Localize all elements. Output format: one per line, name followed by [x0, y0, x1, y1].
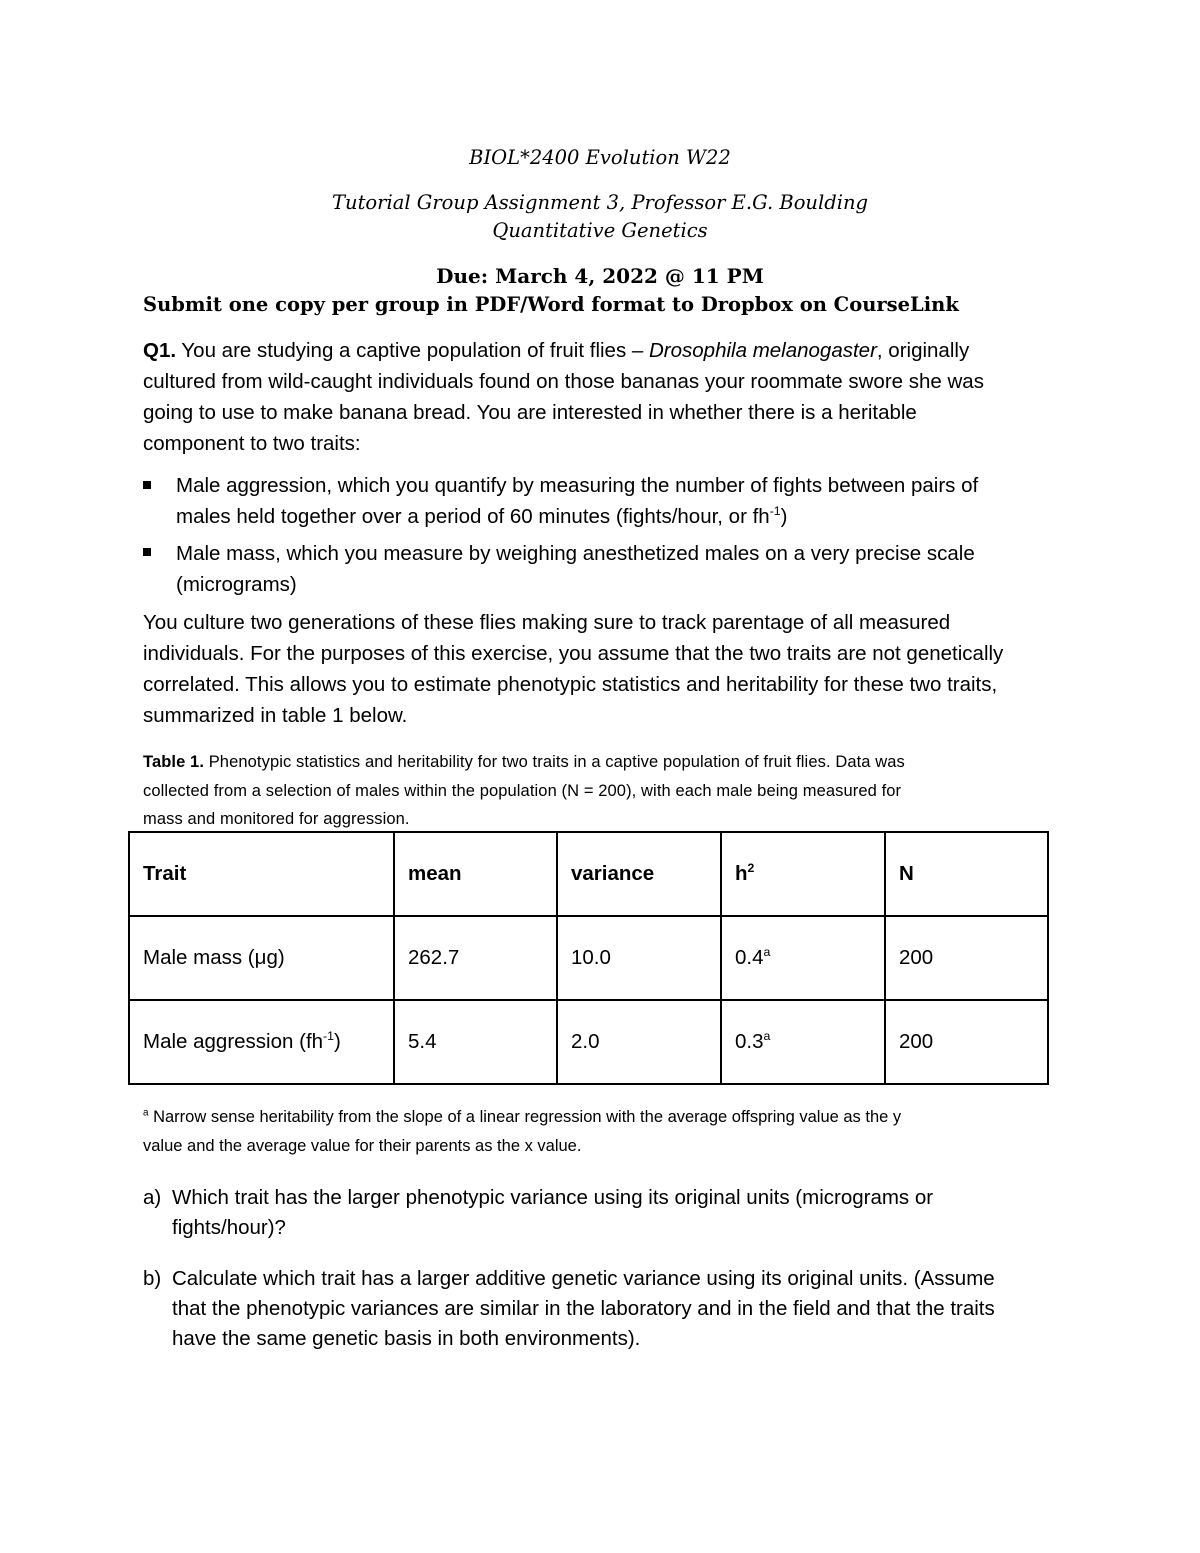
caption-label: Table 1. [143, 753, 205, 771]
caption-line1-text: Phenotypic statistics and heritability for two traits in a captive population of fruit flies. Data was [204, 753, 905, 771]
header-h-text: h [735, 862, 748, 885]
bullet-2-line2: (micrograms) [176, 573, 297, 596]
bullet-2-line1: Male mass, which you measure by weighing anesthetized males on a very precise scale [176, 542, 975, 565]
submission-instructions: Submit one copy per group in PDF/Word format to Dropbox on CourseLink [143, 293, 959, 316]
caption-line1 [143, 748, 905, 777]
cell-trait [129, 916, 394, 1000]
cell-trait-end: ) [333, 1030, 341, 1053]
phenotypic-statistics-table [128, 831, 1049, 1085]
question-b-line3: have the same genetic basis in both environments). [172, 1327, 641, 1350]
footnote-mark: a [143, 1107, 149, 1119]
paragraph-line1: You culture two generations of these flies making sure to track parentage of all measured [143, 611, 951, 634]
question-1-intro [143, 335, 984, 459]
table-header-row [129, 832, 1048, 916]
bullet-1-line1: Male aggression, which you quantify by measuring the number of fights between pairs of [176, 474, 979, 497]
cell-n: 200 [885, 1000, 1048, 1084]
paragraph-line3: correlated. This allows you to estimate phenotypic statistics and heritability for these two traits, [143, 673, 998, 696]
cell-h2-superscript: a [763, 945, 771, 960]
q1-line1 [143, 335, 984, 366]
question-b-text [172, 1264, 995, 1354]
question-a-label: a) [143, 1186, 162, 1209]
header-n: N [885, 832, 1048, 916]
q1-line2: cultured from wild-caught individuals found on those bananas your roommate swore she was [143, 370, 984, 393]
caption-line2: collected from a selection of males within the population (N = 200), with each male being measured for [143, 781, 902, 800]
header-h-superscript: 2 [747, 861, 755, 876]
bullet-icon [143, 548, 151, 556]
cell-trait-text: Male mass (μg) [143, 946, 285, 969]
q1-label: Q1. [143, 339, 177, 362]
cell-variance: 10.0 [557, 916, 721, 1000]
cell-mean: 262.7 [394, 916, 557, 1000]
due-date: Due: March 4, 2022 @ 11 PM [436, 264, 764, 288]
bullet-1-superscript: -1 [769, 504, 781, 519]
paragraph-line2: individuals. For the purposes of this exercise, you assume that the two traits are not genetically [143, 642, 1004, 665]
footnote-line1-text: Narrow sense heritability from the slope of a linear regression with the average offspring value as the y [148, 1108, 902, 1126]
q1-line3: going to use to make banana bread. You are interested in whether there is a heritable [143, 401, 917, 424]
question-b-line2: that the phenotypic variances are similar in the laboratory and in the field and that the traits [172, 1297, 995, 1320]
question-a-line2: fights/hour)? [172, 1216, 286, 1239]
cell-h2-text: 0.4 [735, 946, 764, 969]
cell-trait [129, 1000, 394, 1084]
question-b-label: b) [143, 1267, 162, 1290]
cell-mean: 5.4 [394, 1000, 557, 1084]
bullet-icon [143, 481, 151, 489]
header-trait: Trait [129, 832, 394, 916]
table-footnote [143, 1103, 901, 1161]
table-caption [143, 748, 905, 834]
cell-h2-text: 0.3 [735, 1030, 764, 1053]
bullet-item-mass [176, 538, 975, 600]
assignment-subtitle: Quantitative Genetics [492, 219, 708, 242]
bullet-1-line2 [176, 501, 978, 532]
bullet-item-aggression [176, 470, 978, 532]
paragraph-line4: summarized in table 1 below. [143, 704, 408, 727]
cell-h2-superscript: a [763, 1029, 771, 1044]
cell-n: 200 [885, 916, 1048, 1000]
methods-paragraph [143, 607, 1003, 731]
header-heritability [721, 832, 885, 916]
bullet-1-line2-text: males held together over a period of 60 minutes (fights/hour, or fh [176, 505, 770, 528]
course-title: BIOL*2400 Evolution W22 [469, 146, 731, 169]
q1-line1-b: , originally [876, 339, 970, 362]
q1-line1-a: You are studying a captive population of fruit flies – [176, 339, 649, 362]
table-row [129, 1000, 1048, 1084]
cell-variance: 2.0 [557, 1000, 721, 1084]
cell-heritability [721, 916, 885, 1000]
species-name: Drosophila melanogaster [649, 339, 877, 362]
footnote-line1 [143, 1103, 901, 1132]
header-mean: mean [394, 832, 557, 916]
bullet-1-line2-end: ) [780, 505, 788, 528]
q1-line4: component to two traits: [143, 432, 361, 455]
cell-heritability [721, 1000, 885, 1084]
cell-trait-text: Male aggression (fh [143, 1030, 324, 1053]
cell-trait-superscript: -1 [323, 1029, 334, 1044]
assignment-title: Tutorial Group Assignment 3, Professor E.G. Boulding [332, 191, 868, 214]
header-variance: variance [557, 832, 721, 916]
question-a-line1: Which trait has the larger phenotypic variance using its original units (micrograms or [172, 1186, 934, 1209]
question-b-line1: Calculate which trait has a larger additive genetic variance using its original units. (Assume [172, 1267, 995, 1290]
footnote-line2: value and the average value for their parents as the x value. [143, 1137, 582, 1155]
question-a-text [172, 1183, 933, 1243]
table-row [129, 916, 1048, 1000]
caption-line3: mass and monitored for aggression. [143, 810, 410, 828]
